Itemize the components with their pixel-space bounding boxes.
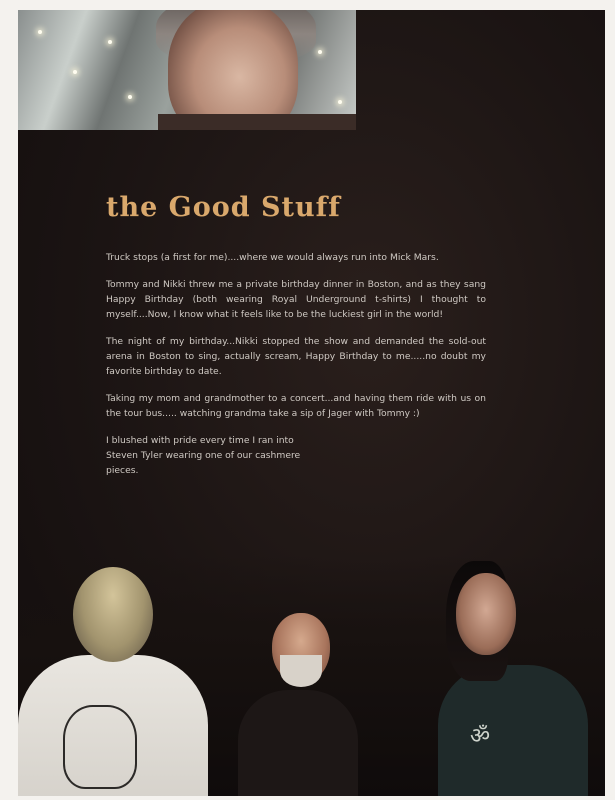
hoodie-crest-print bbox=[63, 705, 137, 789]
paragraph: The night of my birthday...Nikki stopped the show and demanded the sold-out arena in Boston to sing, actually scream, Happy Birthday to me.....no doubt my favorite birthday to date. bbox=[106, 336, 486, 377]
om-symbol-icon: ॐ bbox=[470, 724, 491, 749]
person-bald-man bbox=[238, 690, 358, 796]
portrait-face bbox=[168, 10, 298, 130]
page-title: the Good Stuff bbox=[106, 192, 341, 223]
article-body bbox=[106, 250, 486, 490]
sparkle-light bbox=[318, 50, 322, 54]
bald-man-beard bbox=[280, 655, 322, 687]
paragraph: Tommy and Nikki threw me a private birthday dinner in Boston, and as they sang Happy Birthday (both wearing Royal Underground t-shirts) I thought to myself....Now, I know what it feels like to be the luckiest girl in the world! bbox=[106, 279, 486, 320]
magazine-page bbox=[18, 10, 605, 796]
paragraph: I blushed with pride every time I ran into Steven Tyler wearing one of our cashmere pieces. bbox=[106, 435, 301, 476]
sparkle-light bbox=[73, 70, 77, 74]
paragraph: Truck stops (a first for me)....where we would always run into Mick Mars. bbox=[106, 252, 439, 263]
paragraph: Taking my mom and grandmother to a concert...and having them ride with us on the tour bus..... watching grandma take a sip of Jager with Tommy :) bbox=[106, 393, 486, 419]
sparkle-light bbox=[128, 95, 132, 99]
top-portrait-photo bbox=[18, 10, 356, 130]
dark-haired-man-head bbox=[456, 573, 516, 655]
person-dark-hoodie bbox=[438, 665, 588, 796]
portrait-coat bbox=[158, 114, 356, 130]
sparkle-light bbox=[108, 40, 112, 44]
sparkle-light bbox=[38, 30, 42, 34]
person-blond-head bbox=[73, 567, 153, 662]
bottom-group-photo bbox=[18, 555, 605, 796]
sparkle-light bbox=[338, 100, 342, 104]
